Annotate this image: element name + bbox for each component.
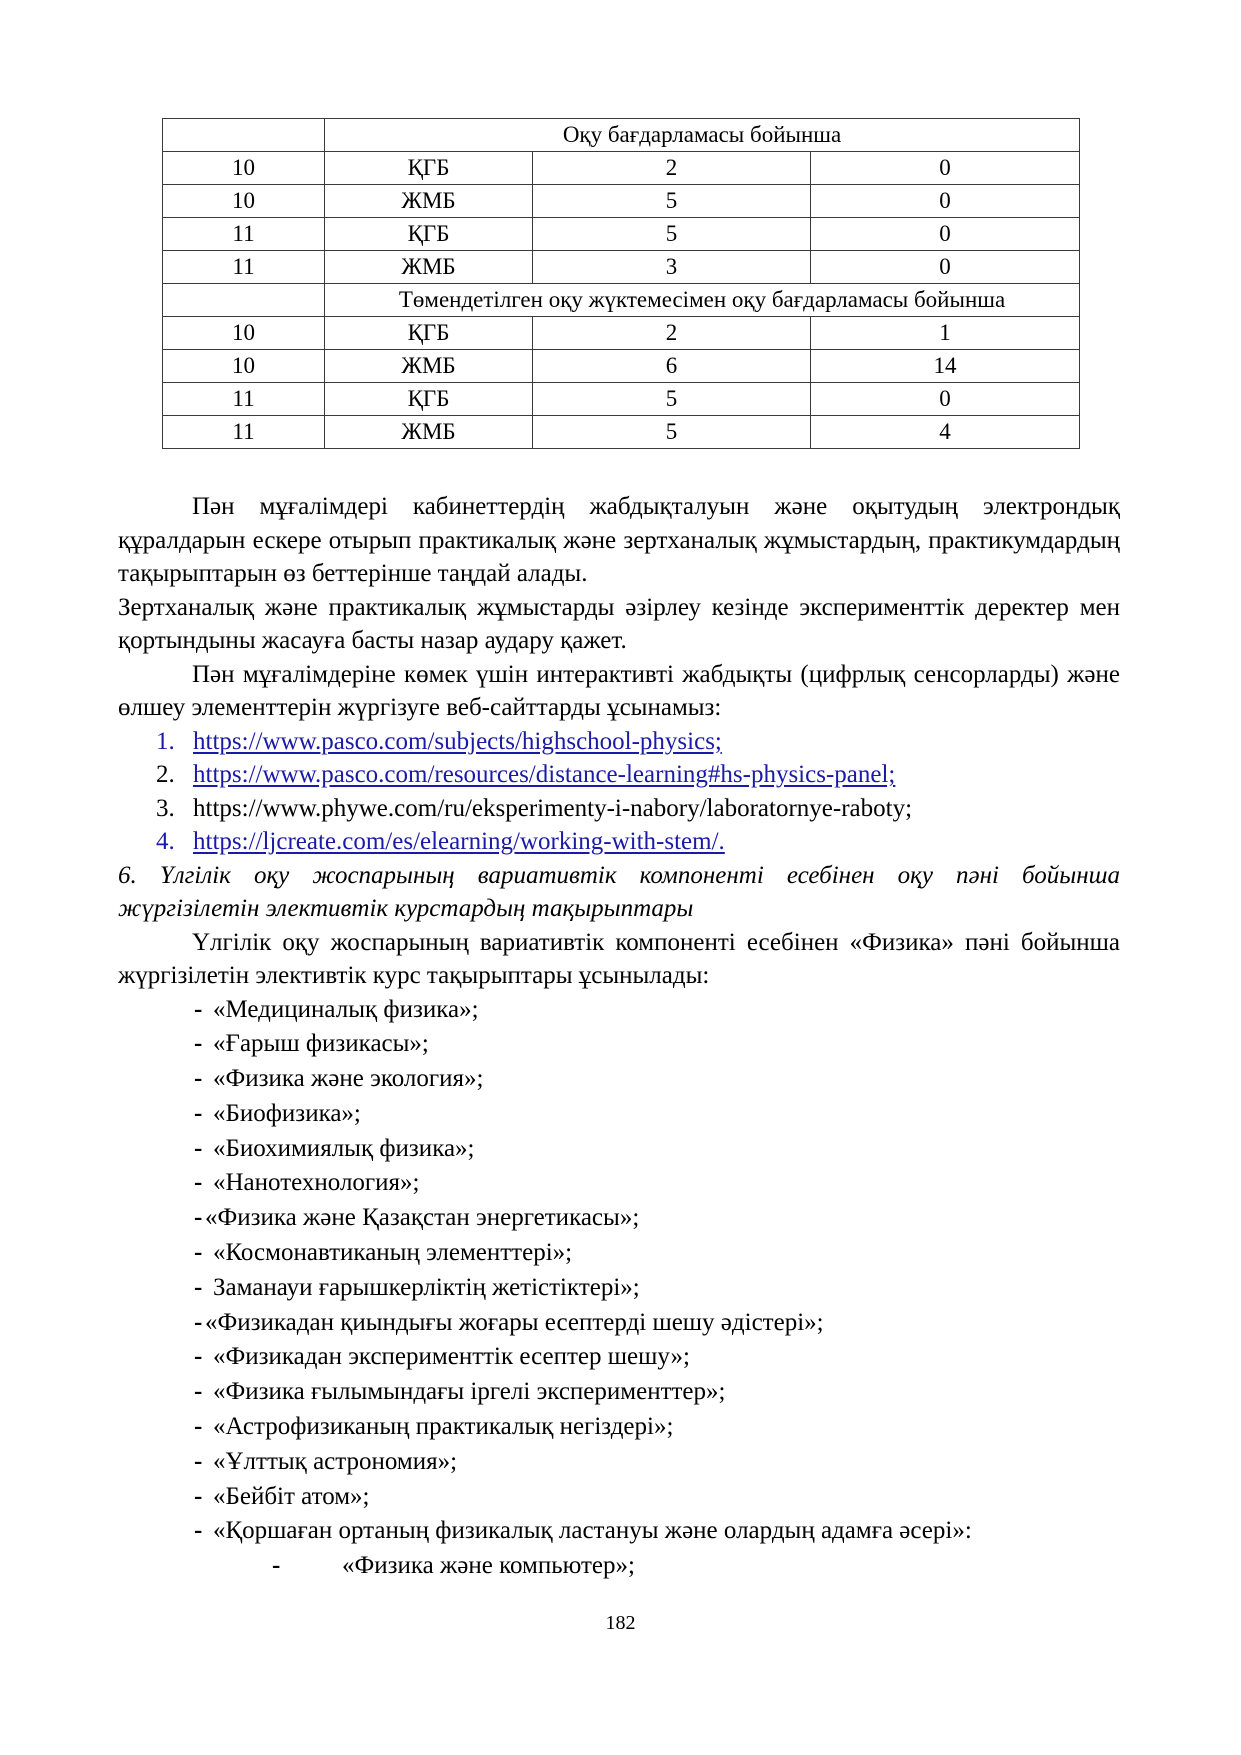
table-cell-value: 5	[533, 383, 811, 416]
course-title: «Қоршаған ортаның физикалық ластануы және олардың адамға әсері»:	[213, 1517, 972, 1545]
course-title: «Физикадан қиындығы жоғары есептерді шешу әдістері»;	[205, 1308, 824, 1336]
table-section-header: Оқу бағдарламасы бойынша	[325, 119, 1080, 152]
website-link-pasco-highschool[interactable]: https://www.pasco.com/subjects/highschool-physics;	[193, 727, 722, 755]
table-cell-grade: 10	[163, 350, 325, 383]
website-list-item	[118, 792, 1120, 826]
course-item	[118, 1132, 1120, 1167]
table-row	[163, 350, 1080, 383]
course-item	[118, 993, 1120, 1028]
website-link-pasco-distance[interactable]: https://www.pasco.com/resources/distance-learning#hs-physics-panel;	[193, 761, 896, 788]
course-title: Заманауи ғарышкерліктің жетістіктері»;	[213, 1273, 640, 1301]
dash-bullet-icon: -	[194, 1517, 203, 1545]
paragraph-lab-work: Зертханалық және практикалық жұмыстарды әзірлеу кезінде эксперименттік деректер мен қортындыны жасауға басты назар аудару қажет.	[118, 593, 1120, 654]
table-cell-grade: 11	[163, 251, 325, 284]
table-cell-grade: 10	[163, 185, 325, 218]
table-cell-grade: 11	[163, 218, 325, 251]
table-cell	[163, 284, 325, 317]
dash-bullet-icon: -	[194, 1447, 203, 1475]
course-title: «Физика және экология»;	[213, 1065, 484, 1093]
course-item	[118, 1062, 1120, 1097]
dash-bullet-icon: -	[194, 1030, 203, 1058]
table-cell-value: 3	[533, 251, 811, 284]
course-title: «Астрофизиканың практикалық негіздері»;	[213, 1413, 674, 1441]
elective-course-list	[118, 993, 1120, 1585]
data-table	[162, 118, 1080, 449]
dash-bullet-icon: -	[194, 1239, 203, 1267]
course-title: «Нанотехнология»;	[213, 1169, 420, 1197]
list-number: 3.	[156, 794, 175, 822]
course-title: «Медициналық физика»;	[213, 995, 479, 1023]
course-title: «Биохимиялық физика»;	[213, 1134, 475, 1162]
table-cell-type: ҚГБ	[325, 218, 533, 251]
body-text	[118, 490, 1120, 1584]
course-item	[118, 1097, 1120, 1132]
table-row	[163, 152, 1080, 185]
table-cell	[163, 119, 325, 152]
list-number: 1.	[156, 727, 175, 755]
website-list-item	[118, 825, 1120, 859]
table-cell-value: 0	[811, 251, 1080, 284]
table-cell-type: ҚГБ	[325, 383, 533, 416]
table-row	[163, 251, 1080, 284]
table-cell-value: 0	[811, 383, 1080, 416]
dash-bullet-icon: -	[194, 1378, 203, 1406]
course-title: «Бейбіт атом»;	[213, 1482, 370, 1510]
table-cell-grade: 11	[163, 383, 325, 416]
website-url-phywe: https://www.phywe.com/ru/eksperimenty-i-nabory/laboratornye-raboty;	[193, 794, 913, 822]
list-number: 4.	[156, 828, 175, 855]
website-list-item	[118, 758, 1120, 792]
section-heading-line1: 6. Үлгілік оқу жоспарының вариативтік компоненті есебінен оқу пәні бойынша	[118, 861, 1120, 889]
course-item	[118, 1236, 1120, 1271]
course-title: «Ұлттық астрономия»;	[213, 1447, 458, 1475]
section-heading-line2: жүргізілетін элективтік курстардың тақырыптары	[118, 895, 694, 922]
table-cell-type: ЖМБ	[325, 251, 533, 284]
table-row	[163, 185, 1080, 218]
course-title: «Физикадан эксперименттік есептер шешу»;	[213, 1343, 690, 1371]
website-link-ljcreate[interactable]: https://ljcreate.com/es/elearning/working-with-stem/.	[193, 828, 725, 855]
table-cell-grade: 11	[163, 416, 325, 449]
course-title: «Ғарыш физикасы»;	[213, 1030, 429, 1058]
table-row	[163, 218, 1080, 251]
table-cell-value: 2	[533, 317, 811, 350]
dash-bullet-icon: -	[194, 1482, 203, 1510]
table-cell-value: 14	[811, 350, 1080, 383]
table-cell-value: 5	[533, 416, 811, 449]
table-row	[163, 416, 1080, 449]
course-item	[118, 1549, 1120, 1584]
course-item	[118, 1410, 1120, 1445]
course-item	[118, 1445, 1120, 1480]
table-section-header: Төмендетілген оқу жүктемесімен оқу бағдарламасы бойынша	[325, 284, 1080, 317]
website-list	[118, 725, 1120, 859]
table-cell-type: ҚГБ	[325, 152, 533, 185]
table-cell-value: 0	[811, 185, 1080, 218]
course-item	[118, 1375, 1120, 1410]
paragraph-websites-intro: Пән мұғалімдеріне көмек үшін интерактивті жабдықты (цифрлық сенсорларды) және өлшеу элементтерін жүргізуге веб-сайттарды ұсынамыз:	[118, 660, 1120, 721]
dash-bullet-icon: -	[194, 1204, 203, 1232]
dash-bullet-icon: -	[194, 1134, 203, 1162]
table-cell-grade: 10	[163, 152, 325, 185]
table-row	[163, 383, 1080, 416]
course-item	[118, 1340, 1120, 1375]
table-row	[163, 317, 1080, 350]
course-title: «Физика және компьютер»;	[342, 1552, 635, 1580]
course-item	[118, 1027, 1120, 1062]
table-cell-type: ЖМБ	[325, 185, 533, 218]
course-item	[118, 1271, 1120, 1306]
table-cell-type: ЖМБ	[325, 416, 533, 449]
table-cell-value: 5	[533, 218, 811, 251]
table-cell-type: ЖМБ	[325, 350, 533, 383]
dash-bullet-icon: -	[194, 1099, 203, 1127]
table-cell-grade: 10	[163, 317, 325, 350]
dash-bullet-icon: -	[272, 1552, 281, 1580]
table-section-header-row	[163, 284, 1080, 317]
course-item	[118, 1306, 1120, 1341]
page-number: 182	[605, 1612, 636, 1634]
table-cell-value: 2	[533, 152, 811, 185]
dash-bullet-icon: -	[194, 995, 203, 1023]
course-title: «Физика ғылымындағы іргелі эксперименттер»;	[213, 1378, 726, 1406]
table-cell-value: 1	[811, 317, 1080, 350]
section-heading	[118, 859, 1120, 926]
dash-bullet-icon: -	[194, 1273, 203, 1301]
course-title: «Физика және Қазақстан энергетикасы»;	[205, 1204, 640, 1232]
table-cell-value: 5	[533, 185, 811, 218]
table-cell-value: 0	[811, 218, 1080, 251]
dash-bullet-icon: -	[194, 1343, 203, 1371]
paragraph-equipment: Пән мұғалімдері кабинеттердің жабдықталуын және оқытудың электрондық құралдарын ескере отырып практикалық және зертханалық жұмыстардың, практикумдардың тақырыптарын өз беттерінше таңдай алады.	[118, 493, 1120, 587]
table-section-header-row	[163, 119, 1080, 152]
dash-bullet-icon: -	[194, 1413, 203, 1441]
paragraph-courses-intro: Үлгілік оқу жоспарының вариативтік компоненті есебінен «Физика» пәні бойынша жүргізілетін элективтік курс тақырыптары ұсынылады:	[118, 928, 1120, 989]
dash-bullet-icon: -	[194, 1308, 203, 1336]
course-item	[118, 1201, 1120, 1236]
table-cell-value: 6	[533, 350, 811, 383]
dash-bullet-icon: -	[194, 1065, 203, 1093]
website-list-item	[118, 725, 1120, 759]
course-title: «Космонавтиканың элементтері»;	[213, 1239, 573, 1267]
list-number: 2.	[156, 761, 175, 788]
course-item	[118, 1166, 1120, 1201]
course-item	[118, 1514, 1120, 1549]
dash-bullet-icon: -	[194, 1169, 203, 1197]
course-title: «Биофизика»;	[213, 1099, 361, 1127]
course-item	[118, 1480, 1120, 1515]
table-cell-type: ҚГБ	[325, 317, 533, 350]
table-cell-value: 0	[811, 152, 1080, 185]
table-cell-value: 4	[811, 416, 1080, 449]
